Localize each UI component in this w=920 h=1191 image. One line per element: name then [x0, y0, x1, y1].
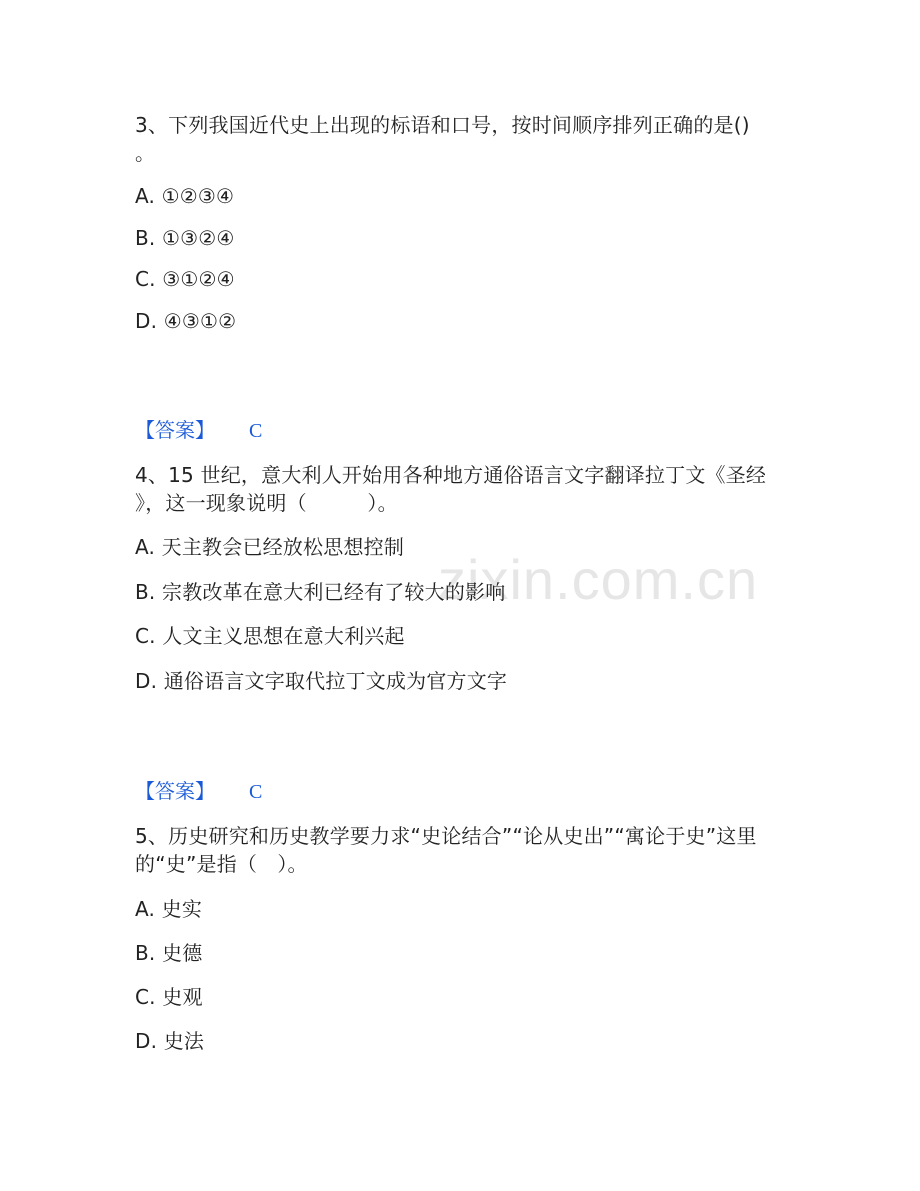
question-3-option-a: A. ①②③④ [135, 184, 235, 208]
question-5-text-line-2: 的“史”是指（ ）。 [135, 852, 308, 876]
question-3-option-b: B. ①③②④ [135, 226, 235, 250]
question-3-option-c: C. ③①②④ [135, 267, 235, 291]
question-4-option-d: D. 通俗语言文字取代拉丁文成为官方文字 [135, 669, 508, 693]
question-4-option-b: B. 宗教改革在意大利已经有了较大的影响 [135, 580, 506, 604]
question-3-option-d: D. ④③①② [135, 309, 237, 333]
question-4-text-line-1: 4、15 世纪，意大利人开始用各种地方通俗语言文字翻译拉丁文《圣经 [135, 463, 767, 487]
question-4-option-a: A. 天主教会已经放松思想控制 [135, 535, 405, 559]
question-5-option-b: B. 史德 [135, 941, 203, 965]
answer-label: 【答案】 [135, 418, 215, 442]
answer-value: C [249, 781, 263, 803]
question-3-text-line-1: 3、下列我国近代史上出现的标语和口号，按时间顺序排列正确的是() [135, 113, 750, 137]
question-5-text-line-1: 5、历史研究和历史教学要力求“史论结合”“论从史出”“寓论于史”这里 [135, 824, 757, 848]
question-4-text-line-2: 》，这一现象说明（ ）。 [135, 491, 398, 515]
question-4-option-c: C. 人文主义思想在意大利兴起 [135, 624, 405, 648]
question-5-option-c: C. 史观 [135, 985, 203, 1009]
answer-block-1 [135, 418, 262, 443]
question-5-option-d: D. 史法 [135, 1029, 205, 1053]
watermark: zixin.com.cn [438, 548, 759, 611]
answer-label: 【答案】 [135, 779, 215, 803]
answer-block-2 [135, 779, 262, 804]
answer-value: C [249, 420, 263, 442]
question-5-option-a: A. 史实 [135, 897, 203, 921]
question-3-text-line-2: 。 [135, 141, 156, 165]
